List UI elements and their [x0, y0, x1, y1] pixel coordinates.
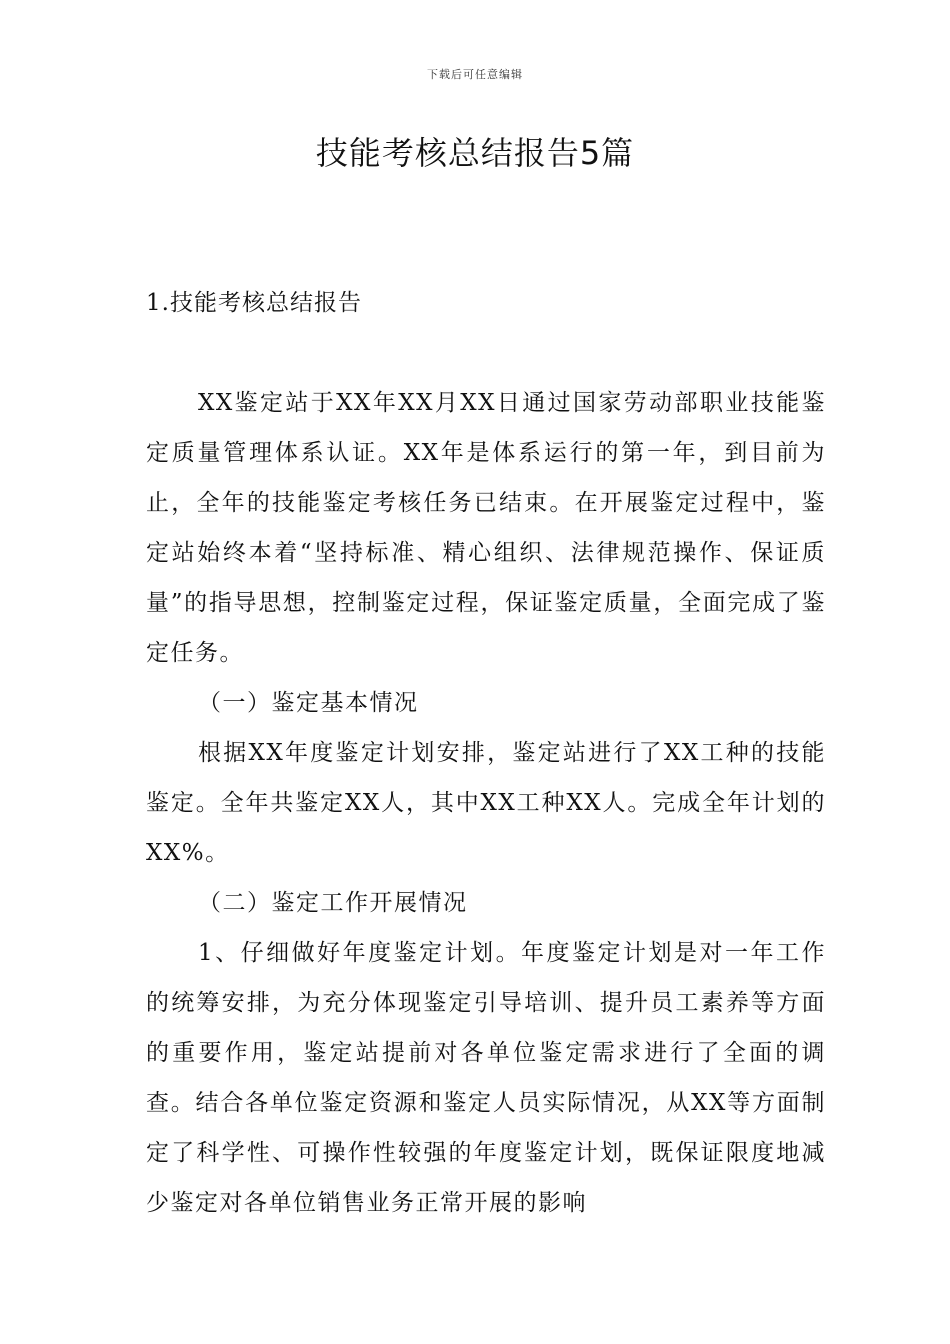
subheading-basic-situation: （一）鉴定基本情况: [198, 690, 419, 716]
paragraph-work-progress: 1、仔细做好年度鉴定计划。年度鉴定计划是对一年工作的统筹安排，为充分体现鉴定引导培训、提升员工素养等方面的重要作用，鉴定站提前对各单位鉴定需求进行了全面的调查。结合各单位鉴定资源和鉴定人员实际情况，从XX等方面制定了科学性、可操作性较强的年度鉴定计划，既保证限度地减少鉴定对各单位销售业务正常开展的影响: [146, 940, 826, 1216]
document-title: 技能考核总结报告5篇: [315, 134, 635, 172]
section-heading: 1.技能考核总结报告: [146, 290, 362, 316]
paragraph-intro: XX鉴定站于XX年XX月XX日通过国家劳动部职业技能鉴定质量管理体系认证。XX年是体系运行的第一年，到目前为止，全年的技能鉴定考核任务已结束。在开展鉴定过程中，鉴定站始终本着“坚持标准、精心组织、法律规范操作、保证质量”的指导思想，控制鉴定过程，保证鉴定质量，全面完成了鉴定任务。: [146, 390, 826, 666]
document-body: [146, 378, 826, 1228]
header-note: 下载后可任意编辑: [427, 68, 523, 81]
paragraph-basic-situation: 根据XX年度鉴定计划安排，鉴定站进行了XX工种的技能鉴定。全年共鉴定XX人，其中XX工种XX人。完成全年计划的XX%。: [146, 740, 826, 866]
subheading-work-progress: （二）鉴定工作开展情况: [198, 890, 468, 916]
